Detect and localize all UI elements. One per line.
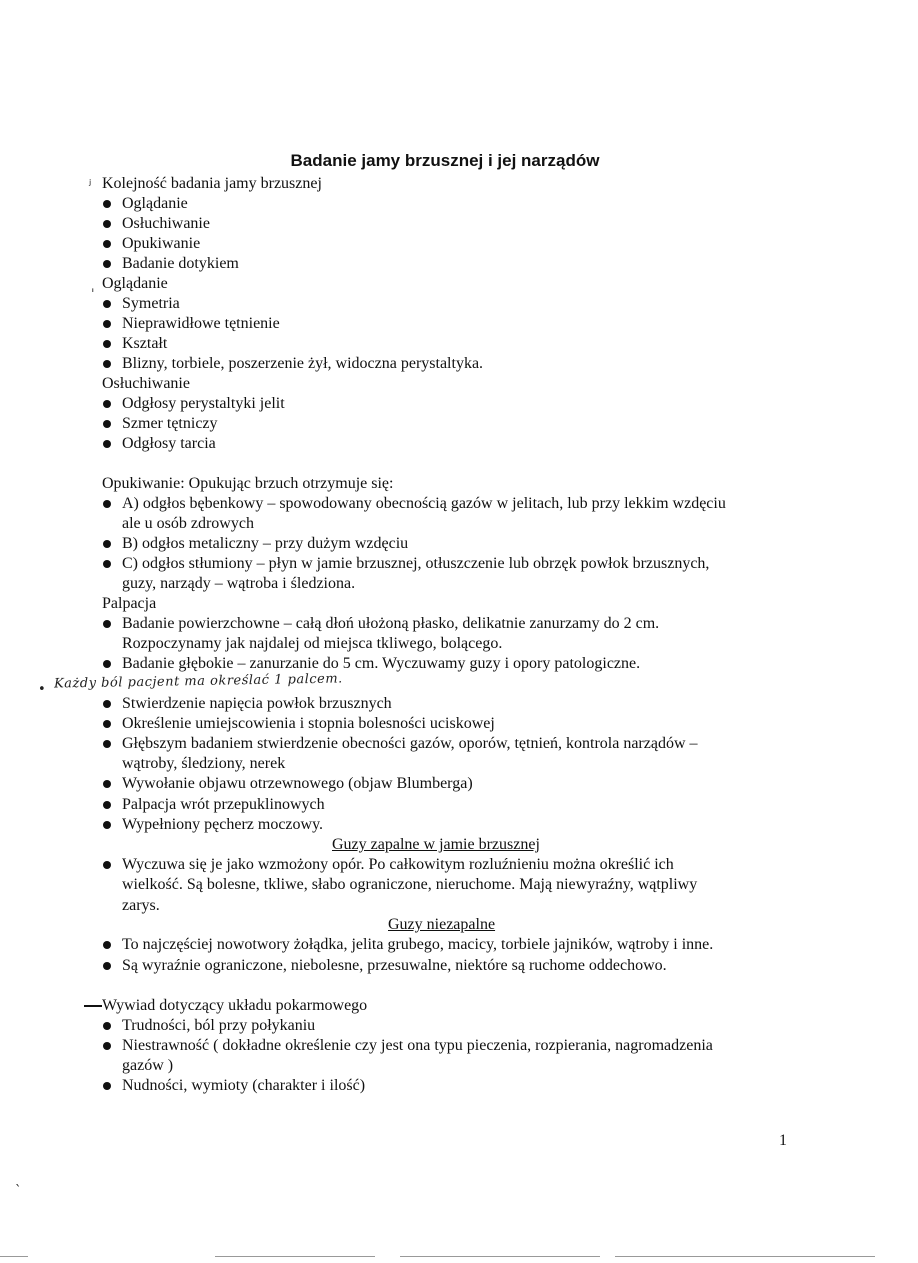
- list-item: Są wyraźnie ograniczone, niebolesne, przesuwalne, niektóre są ruchome oddechowo.: [122, 957, 667, 974]
- list-item: B) odgłos metaliczny – przy dużym wzdęciu: [122, 535, 409, 552]
- subsection-heading: Guzy niezapalne: [388, 916, 496, 933]
- list-item: Określenie umiejscowienia i stopnia bolesności uciskowej: [122, 715, 495, 732]
- list-item: Wypełniony pęcherz moczowy.: [122, 816, 324, 833]
- list-item: Trudności, ból przy połykaniu: [122, 1017, 316, 1034]
- list-item: Oglądanie: [122, 195, 188, 212]
- list-item: Kształt: [122, 335, 168, 352]
- section-heading: Osłuchiwanie: [102, 375, 190, 392]
- list-item: Badanie powierzchowne – całą dłoń ułożoną płasko, delikatnie zanurzamy do 2 cm.: [122, 615, 660, 632]
- list-item-continuation: zarys.: [122, 897, 160, 914]
- list-item-continuation: wielkość. Są bolesne, tkliwe, słabo ograniczone, nieruchome. Mają niewyraźny, wątpliwy: [122, 876, 698, 893]
- section-heading: Kolejność badania jamy brzusznej: [102, 175, 322, 192]
- margin-tick-mark: ʲ: [89, 178, 92, 193]
- list-item: Blizny, torbiele, poszerzenie żył, widoczna perystaltyka.: [122, 355, 484, 372]
- page-number: 1: [779, 1132, 787, 1149]
- list-item: Wyczuwa się je jako wzmożony opór. Po całkowitym rozluźnieniu można określić ich: [122, 856, 674, 873]
- list-item: Stwierdzenie napięcia powłok brzusznych: [122, 695, 392, 712]
- document-title: Badanie jamy brzusznej i jej narządów: [290, 151, 600, 170]
- list-item: Opukiwanie: [122, 235, 201, 252]
- margin-dot-mark: •: [38, 682, 46, 697]
- list-item: Nieprawidłowe tętnienie: [122, 315, 280, 332]
- list-item: Badanie głębokie – zanurzanie do 5 cm. Wyczuwamy guzy i opory patologiczne.: [122, 655, 641, 672]
- section-heading: Oglądanie: [102, 275, 168, 292]
- list-item: Odgłosy perystaltyki jelit: [122, 395, 285, 412]
- list-item: Odgłosy tarcia: [122, 435, 216, 452]
- list-item: Badanie dotykiem: [122, 255, 239, 272]
- list-item: Szmer tętniczy: [122, 415, 218, 432]
- section-heading: Palpacja: [102, 595, 157, 612]
- list-item-continuation: ale u osób zdrowych: [122, 515, 254, 532]
- margin-dash-mark: [84, 1005, 102, 1007]
- list-item: Głębszym badaniem stwierdzenie obecności gazów, oporów, tętnień, kontrola narządów –: [122, 735, 698, 752]
- list-item: Wywołanie objawu otrzewnowego (objaw Blumberga): [122, 775, 473, 792]
- subsection-heading: Guzy zapalne w jamie brzusznej: [332, 836, 540, 853]
- handwritten-note: Każdy ból pacjent ma określać 1 palcem.: [53, 671, 343, 692]
- section-heading: Opukiwanie: Opukując brzuch otrzymuje się:: [102, 475, 394, 492]
- scan-artifact-line: [0, 1256, 28, 1257]
- scan-artifact-line: [400, 1256, 600, 1257]
- list-item: To najczęściej nowotwory żołądka, jelita grubego, macicy, torbiele jajników, wątroby i inne.: [122, 936, 714, 953]
- scan-artifact-line: [215, 1256, 375, 1257]
- list-item-continuation: guzy, narządy – wątroba i śledziona.: [122, 575, 356, 592]
- list-item: A) odgłos bębenkowy – spowodowany obecnością gazów w jelitach, lub przy lekkim wzdęciu: [122, 495, 726, 512]
- list-item: Symetria: [122, 295, 180, 312]
- list-item: Osłuchiwanie: [122, 215, 210, 232]
- list-item-continuation: wątroby, śledziony, nerek: [122, 755, 286, 772]
- section-heading: Wywiad dotyczący układu pokarmowego: [102, 997, 368, 1014]
- list-item: Nudności, wymioty (charakter i ilość): [122, 1077, 366, 1094]
- list-item: C) odgłos stłumiony – płyn w jamie brzusznej, otłuszczenie lub obrzęk powłok brzusznych,: [122, 555, 710, 572]
- scan-artifact-line: [615, 1256, 875, 1257]
- list-item-continuation: Rozpoczynamy jak najdalej od miejsca tkliwego, bolącego.: [122, 635, 503, 652]
- list-item: Niestrawność ( dokładne określenie czy jest ona typu pieczenia, rozpierania, nagromadzenia: [122, 1037, 713, 1054]
- scan-speck: ˋ: [15, 1184, 22, 1199]
- margin-tick-mark: ˌ: [91, 279, 95, 294]
- list-item: Palpacja wrót przepuklinowych: [122, 796, 325, 813]
- list-item-continuation: gazów ): [122, 1057, 174, 1074]
